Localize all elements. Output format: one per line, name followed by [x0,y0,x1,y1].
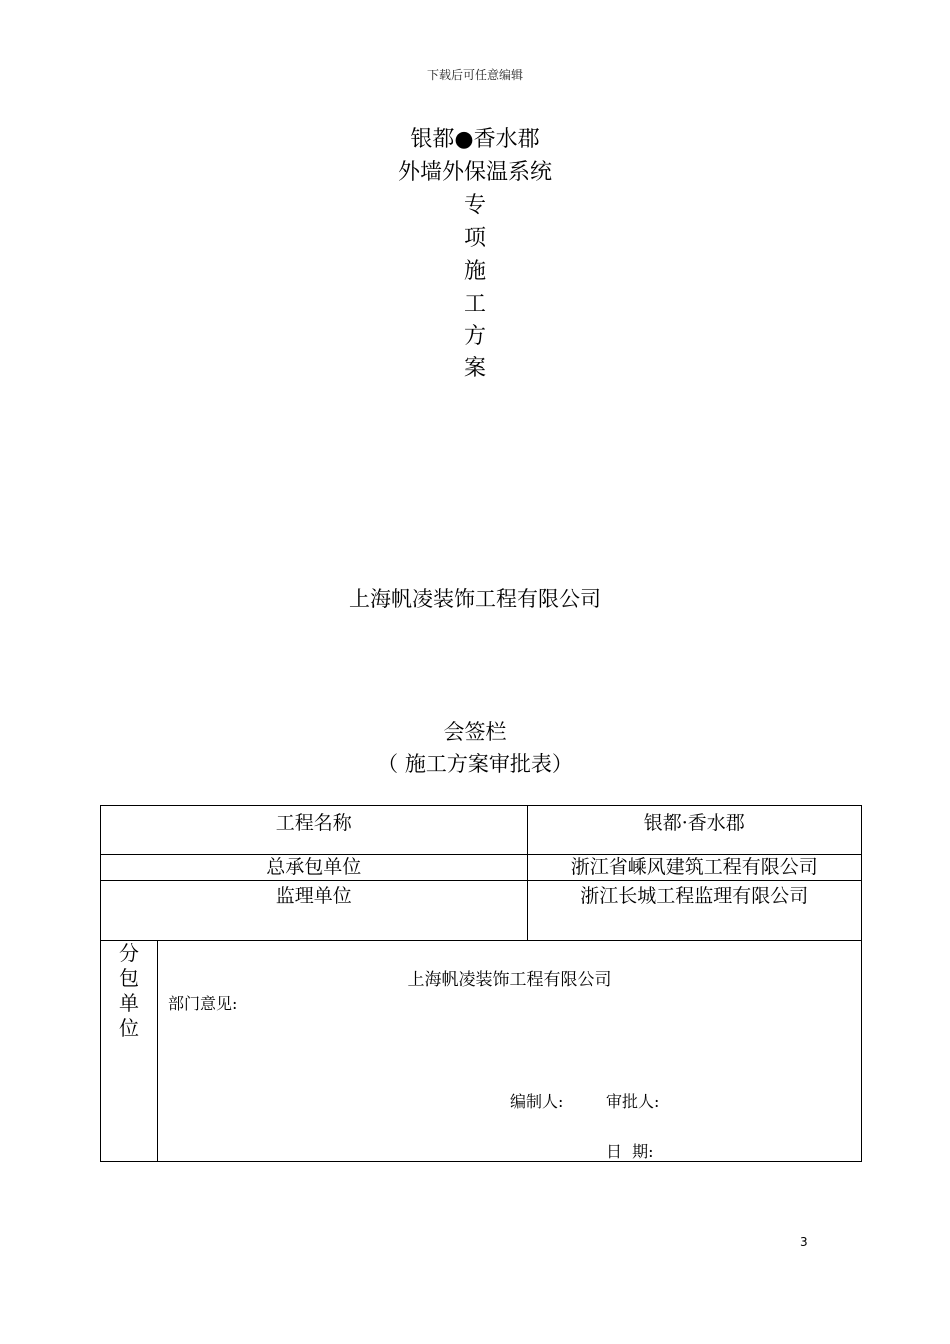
table-row [101,941,862,1162]
table-row [101,855,862,881]
subcontractor-content-cell [158,941,862,1162]
general-contractor-value-cell [527,855,861,881]
supervisor-value-cell [527,881,861,941]
general-contractor-label: 总承包单位 [266,856,362,878]
subcontractor-char: 位 [119,1016,139,1040]
title-line: 外墙外保温系统 [397,160,552,185]
project-name-value: 银都·香水郡 [643,812,745,834]
general-contractor-label-cell [101,855,528,881]
subcontractor-char: 包 [119,966,139,990]
sign-title: 会签栏 [443,720,507,744]
subcontractor-char: 单 [119,991,139,1015]
table-row [101,881,862,941]
supervisor-label-cell [101,881,528,941]
title-line: 案 [463,356,486,381]
project-name-value-cell [527,806,861,855]
company-name: 上海帆凌装饰工程有限公司 [349,587,601,611]
subcontractor-label-cell [101,941,158,1162]
approver-label: 审批人: [606,1092,660,1111]
header-note: 下载后可任意编辑 [426,68,523,82]
title-line: 施 [463,259,486,284]
supervisor-label: 监理单位 [275,885,352,907]
subcontractor-char: 分 [119,941,139,965]
supervisor-value: 浙江长城工程监理有限公司 [580,885,809,907]
approval-table [100,805,862,1162]
title-line: 项 [463,226,486,251]
subcontractor-box [158,941,861,1161]
page-number: 3 [800,1235,808,1249]
title-line: 方 [463,324,486,349]
sign-subtitle: （ 施工方案审批表） [377,752,573,776]
title-line: 专 [463,193,486,218]
general-contractor-value: 浙江省嵊风建筑工程有限公司 [570,856,818,878]
editor-label: 编制人: [510,1092,564,1111]
table-row [101,806,862,855]
project-name-label-cell [101,806,528,855]
department-opinion: 部门意见: [168,994,238,1013]
subcontractor-company: 上海帆凌装饰工程有限公司 [407,970,612,990]
date-label: 日 期: [606,1142,654,1161]
project-name-label: 工程名称 [275,812,352,834]
title-line: 银都●香水郡 [410,127,540,152]
title-line: 工 [463,292,486,317]
